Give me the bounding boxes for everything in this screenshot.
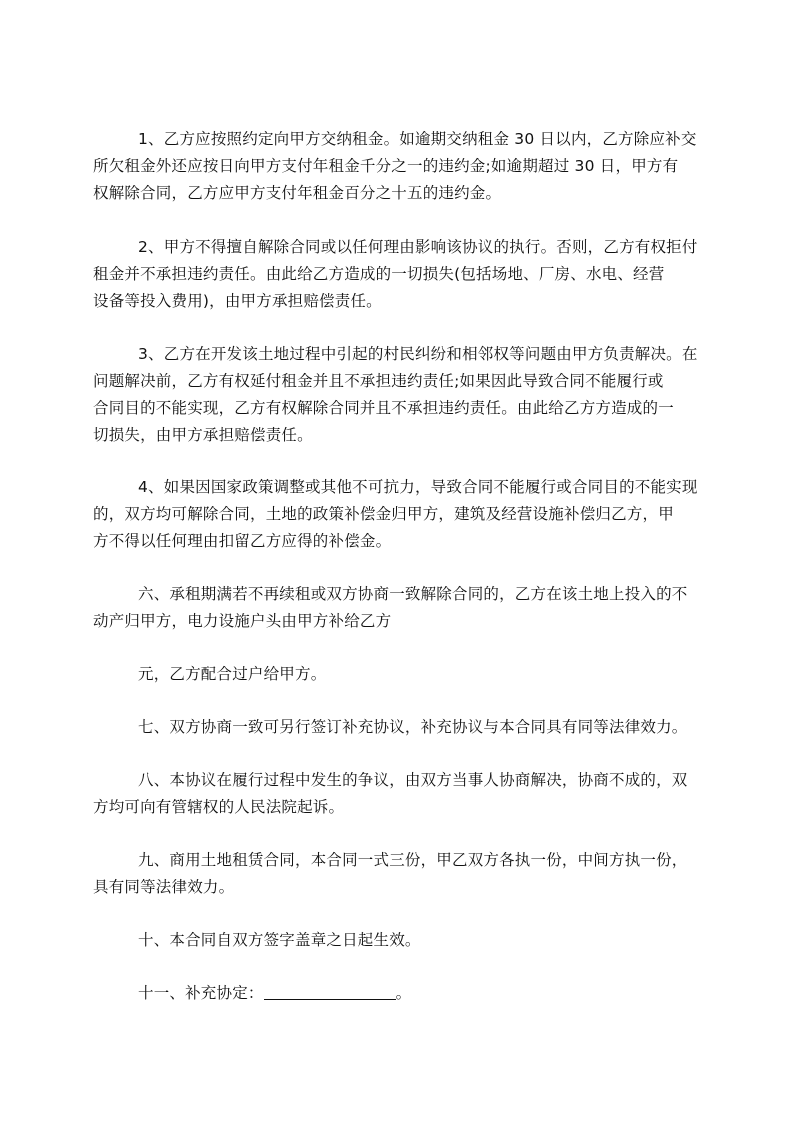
text-line: 租金并不承担违约责任。由此给乙方造成的一切损失(包括场地、厂房、水电、经营 xyxy=(93,265,665,283)
paragraph-clause-7 xyxy=(93,714,715,741)
text-line: 元，乙方配合过户给甲方。 xyxy=(138,665,327,683)
supplement-label: 十一、补充协定： xyxy=(138,984,264,1002)
paragraph-clause-11 xyxy=(93,980,715,1007)
paragraph-clause-6-continued xyxy=(93,661,715,688)
supplement-line xyxy=(93,980,715,1007)
paragraph-clause-1 xyxy=(93,126,715,207)
paragraph-clause-10 xyxy=(93,927,715,954)
paragraph-clause-3 xyxy=(93,341,715,449)
paragraph-clause-4 xyxy=(93,474,715,555)
text-line: 六、承租期满若不再续租或双方协商一致解除合同的，乙方在该土地上投入的不 xyxy=(138,585,688,603)
paragraph-clause-9 xyxy=(93,847,715,901)
text-line: 八、本协议在履行过程中发生的争议，由双方当事人协商解决，协商不成的，双 xyxy=(138,771,688,789)
supplement-end: 。 xyxy=(395,984,412,1002)
text-line: 具有同等法律效力。 xyxy=(93,878,235,896)
text-line: 2、甲方不得擅自解除合同或以任何理由影响该协议的执行。否则，乙方有权拒付 xyxy=(138,238,698,256)
text-line: 4、如果因国家政策调整或其他不可抗力，导致合同不能履行或合同目的不能实现 xyxy=(138,478,698,496)
text-line: 设备等投入费用)，由甲方承担赔偿责任。 xyxy=(93,292,382,310)
paragraph-clause-8 xyxy=(93,767,715,821)
text-line: 3、乙方在开发该土地过程中引起的村民纠纷和相邻权等问题由甲方负责解决。在 xyxy=(138,345,698,363)
text-line: 十、本合同自双方签字盖章之日起生效。 xyxy=(138,931,421,949)
text-line: 1、乙方应按照约定向甲方交纳租金。如逾期交纳租金 30 日以内，乙方除应补交 xyxy=(138,130,697,148)
text-line: 切损失，由甲方承担赔偿责任。 xyxy=(93,426,313,444)
text-line: 合同目的不能实现，乙方有权解除合同并且不承担违约责任。由此给乙方方造成的一 xyxy=(93,399,674,417)
supplement-blank-field[interactable] xyxy=(264,983,396,1000)
text-line: 动产归甲方，电力设施户头由甲方补给乙方 xyxy=(93,612,392,630)
paragraph-clause-6 xyxy=(93,581,715,635)
text-line: 的，双方均可解除合同，土地的政策补偿金归甲方，建筑及经营设施补偿归乙方，甲 xyxy=(93,505,674,523)
text-line: 方均可向有管辖权的人民法院起诉。 xyxy=(93,798,345,816)
text-line: 九、商用土地租赁合同，本合同一式三份，甲乙双方各执一份，中间方执一份， xyxy=(138,851,688,869)
text-line: 问题解决前，乙方有权延付租金并且不承担违约责任;如果因此导致合同不能履行或 xyxy=(93,372,664,390)
text-line: 所欠租金外还应按日向甲方支付年租金千分之一的违约金;如逾期超过 30 日，甲方有 xyxy=(93,157,679,175)
text-line: 权解除合同，乙方应甲方支付年租金百分之十五的违约金。 xyxy=(93,184,502,202)
text-line: 七、双方协商一致可另行签订补充协议，补充协议与本合同具有同等法律效力。 xyxy=(138,718,688,736)
text-line: 方不得以任何理由扣留乙方应得的补偿金。 xyxy=(93,532,392,550)
paragraph-clause-2 xyxy=(93,234,715,315)
